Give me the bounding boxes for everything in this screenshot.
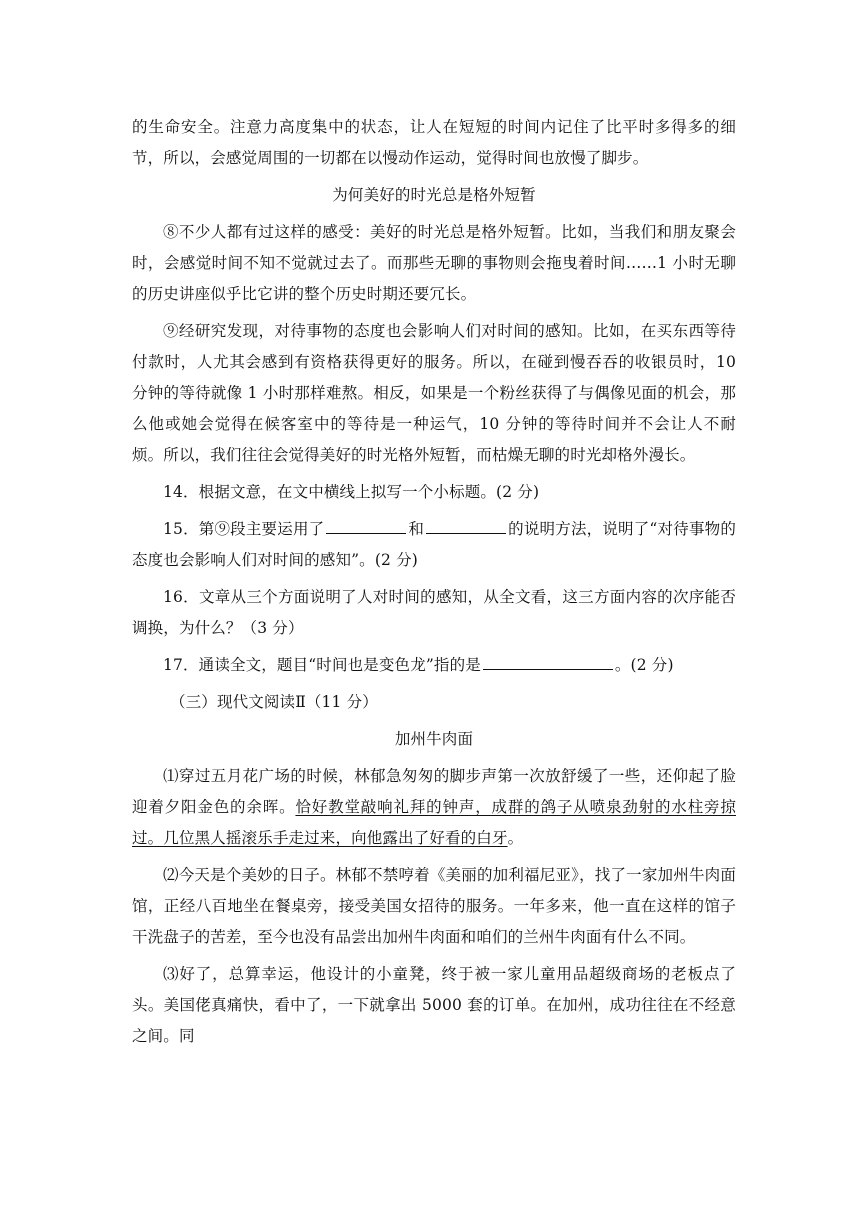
question-15-text-b: 和 (408, 520, 425, 538)
paragraph-continuation: 的生命安全。注意力高度集中的状态，让人在短短的时间内记住了比平时多得多的细节，所以，会感觉周围的一切都在以慢动作运动，觉得时间也放慢了脚步。 (132, 118, 736, 167)
story-paragraph-1-text: ⑴穿过五月花广场的时候，林郁急匆匆的脚步声第一次放舒缓了一些，还仰起了脸迎着夕阳金色的余晖。 (132, 767, 736, 816)
story-paragraph-2: ⑵今天是个美妙的日子。林郁不禁哼着《美丽的加利福尼亚》，找了一家加州牛肉面馆，正经八百地坐在餐桌旁，接受美国女招待的服务。一年多来，他一直在这样的馆子干洗盘子的苦差，至今也没有品尝出加州牛肉面和咱们的兰州牛肉面有什么不同。 (132, 866, 736, 946)
question-15-text-c: 的说明方法，说明了“对待事物的态度也会影响人们对时间的感知”。(2 分) (132, 520, 736, 569)
subheading-beautiful-time: 为何美好的时光总是格外短暂 (332, 186, 536, 204)
question-15-text-a: 15．第⑨段主要运用了 (163, 520, 325, 538)
section-title-reading-2: （三）现代文阅读Ⅱ（11 分） (170, 693, 378, 711)
question-15 (132, 514, 736, 576)
question-17-text-b: 。(2 分) (614, 656, 674, 674)
answer-blank-17[interactable] (483, 651, 613, 670)
underlined-passage: 恰好教堂敲响礼拜的钟声，成群的鸽子从喷泉劲射的水柱旁掠过。几位黑人摇滚乐手走过来，向他露出了好看的白牙 (132, 798, 736, 847)
story-paragraph-1-end: 。 (507, 829, 524, 847)
answer-blank-15-1[interactable] (326, 515, 406, 534)
question-17-text-a: 17．通读全文，题目“时间也是变色龙”指的是 (163, 656, 481, 674)
document-page (132, 112, 736, 1058)
paragraph-9: ⑨经研究发现，对待事物的态度也会影响人们对时间的感知。比如，在买东西等待付款时，人尤其会感到有资格获得更好的服务。所以，在碰到慢吞吞的收银员时，10 分钟的等待就像 1 小时那样难熬。相反，如果是一个粉丝获得了与偶像见面的机会，那么他或她会觉得在候客室中的等待是一种运气，10 分钟的等待时间并不会让人不耐烦。所以，我们往往会觉得美好的时光格外短暂，而枯燥无聊的时光却格外漫长。 (132, 322, 736, 464)
question-16: 16．文章从三个方面说明了人对时间的感知，从全文看，这三方面内容的次序能否调换，为什么？（3 分） (132, 588, 736, 637)
question-17 (132, 650, 736, 681)
question-14: 14．根据文意，在文中横线上拟写一个小标题。(2 分) (163, 483, 540, 501)
answer-blank-15-2[interactable] (426, 515, 506, 534)
story-paragraph-3: ⑶好了，总算幸运，他设计的小童凳，终于被一家儿童用品超级商场的老板点了头。美国佬真痛快，看中了，一下就拿出 5000 套的订单。在加州，成功往往在不经意之间。同 (132, 965, 736, 1045)
story-paragraph-1 (132, 761, 736, 854)
story-title: 加州牛肉面 (394, 730, 474, 748)
paragraph-8: ⑧不少人都有过这样的感受：美好的时光总是格外短暂。比如，当我们和朋友聚会时，会感觉时间不知不觉就过去了。而那些无聊的事物则会拖曳着时间……1 小时无聊的历史讲座似乎比它讲的整个历史时期还要冗长。 (132, 223, 736, 303)
